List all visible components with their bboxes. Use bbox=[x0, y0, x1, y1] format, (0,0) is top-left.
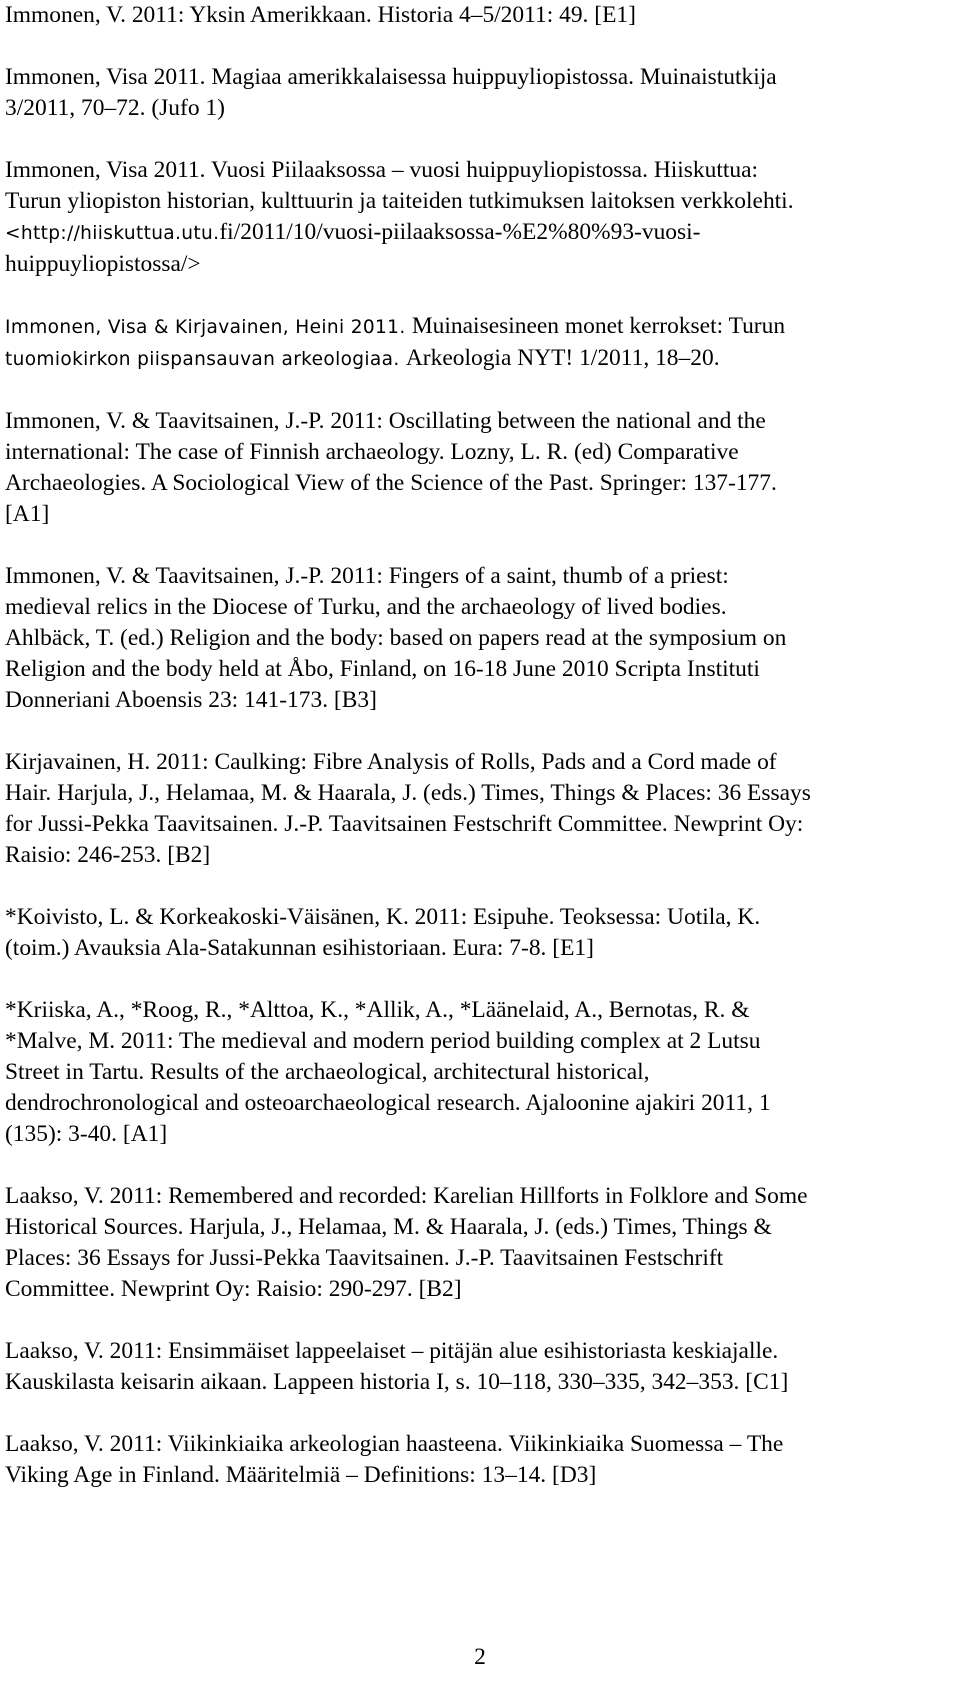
page-number: 2 bbox=[474, 1644, 486, 1670]
reference-line bbox=[5, 468, 953, 499]
reference-line bbox=[5, 1026, 953, 1057]
reference-line bbox=[5, 1057, 953, 1088]
reference-line bbox=[5, 747, 953, 778]
reference-text: Arkeologia NYT! 1/2011, 18–20. bbox=[405, 345, 720, 371]
reference-text: *Kriiska, A., *Roog, R., *Alttoa, K., *Allik, A., *Läänelaid, A., Bernotas, R. & bbox=[5, 997, 750, 1023]
reference-text: *Malve, M. 2011: The medieval and modern period building complex at 2 Lutsu bbox=[5, 1028, 761, 1054]
reference-line bbox=[5, 840, 953, 871]
reference-entry bbox=[5, 1181, 955, 1305]
reference-text: Kirjavainen, H. 2011: Caulking: Fibre Analysis of Rolls, Pads and a Cord made of bbox=[5, 749, 777, 775]
reference-text: tuomiokirkon piispansauvan arkeologiaa. bbox=[5, 349, 406, 370]
reference-text: (toim.) Avauksia Ala-Satakunnan esihistoriaan. Eura: 7-8. [E1] bbox=[5, 935, 594, 961]
reference-text: Historical Sources. Harjula, J., Helamaa, M. & Haarala, J. (eds.) Times, Things & bbox=[5, 1214, 772, 1240]
reference-entry bbox=[5, 561, 955, 716]
reference-text: Donneriani Aboensis 23: 141-173. [B3] bbox=[5, 687, 377, 713]
reference-text: Ahlbäck, T. (ed.) Religion and the body: based on papers read at the symposium on bbox=[5, 625, 787, 651]
reference-line bbox=[5, 186, 953, 217]
reference-line bbox=[5, 1181, 953, 1212]
reference-text: medieval relics in the Diocese of Turku, and the archaeology of lived bodies. bbox=[5, 594, 727, 620]
reference-text: Immonen, V. & Taavitsainen, J.-P. 2011: Oscillating between the national and the bbox=[5, 408, 766, 434]
reference-line bbox=[5, 654, 953, 685]
reference-line bbox=[5, 561, 953, 592]
reference-text: Street in Tartu. Results of the archaeological, architectural historical, bbox=[5, 1059, 650, 1085]
reference-text: Immonen, Visa 2011. Vuosi Piilaaksossa – vuosi huippuyliopistossa. Hiiskuttua: bbox=[5, 157, 759, 183]
reference-entry bbox=[5, 1336, 955, 1398]
reference-line bbox=[5, 217, 953, 249]
reference-entry bbox=[5, 747, 955, 871]
reference-line bbox=[5, 809, 953, 840]
reference-entry bbox=[5, 0, 955, 31]
reference-line bbox=[5, 93, 953, 124]
reference-line bbox=[5, 1212, 953, 1243]
reference-text: Laakso, V. 2011: Ensimmäiset lappeelaiset – pitäjän alue esihistoriasta keskiajalle. bbox=[5, 1338, 779, 1364]
reference-line bbox=[5, 311, 953, 343]
reference-entry bbox=[5, 902, 955, 964]
reference-text: international: The case of Finnish archaeology. Lozny, L. R. (ed) Comparative bbox=[5, 439, 739, 465]
reference-entry bbox=[5, 406, 955, 530]
reference-text: *Koivisto, L. & Korkeakoski-Väisänen, K. 2011: Esipuhe. Teoksessa: Uotila, K. bbox=[5, 904, 761, 930]
reference-line bbox=[5, 343, 953, 375]
reference-line bbox=[5, 437, 953, 468]
reference-text: Religion and the body held at Åbo, Finland, on 16-18 June 2010 Scripta Instituti bbox=[5, 656, 760, 682]
reference-text: Viking Age in Finland. Määritelmiä – Definitions: 13–14. [D3] bbox=[5, 1462, 597, 1488]
reference-line bbox=[5, 623, 953, 654]
reference-entry bbox=[5, 62, 955, 124]
reference-line bbox=[5, 995, 953, 1026]
reference-line bbox=[5, 592, 953, 623]
reference-text: Immonen, Visa & Kirjavainen, Heini 2011. bbox=[5, 317, 412, 338]
reference-text: Immonen, Visa 2011. Magiaa amerikkalaisessa huippuyliopistossa. Muinaistutkija bbox=[5, 64, 777, 90]
reference-text: Archaeologies. A Sociological View of the Science of the Past. Springer: 137-177. bbox=[5, 470, 777, 496]
reference-text: (135): 3-40. [A1] bbox=[5, 1121, 168, 1147]
reference-line bbox=[5, 778, 953, 809]
reference-list bbox=[5, 0, 955, 1522]
reference-text: dendrochronological and osteoarchaeological research. Ajaloonine ajakiri 2011, 1 bbox=[5, 1090, 771, 1116]
reference-text: Committee. Newprint Oy: Raisio: 290-297. [B2] bbox=[5, 1276, 462, 1302]
reference-text: Hair. Harjula, J., Helamaa, M. & Haarala, J. (eds.) Times, Things & Places: 36 Essays bbox=[5, 780, 811, 806]
reference-text: Immonen, V. & Taavitsainen, J.-P. 2011: Fingers of a saint, thumb of a priest: bbox=[5, 563, 729, 589]
reference-text: huippuyliopistossa/> bbox=[5, 251, 201, 277]
reference-line bbox=[5, 1243, 953, 1274]
reference-line bbox=[5, 499, 953, 530]
reference-text: Raisio: 246-253. [B2] bbox=[5, 842, 211, 868]
reference-line bbox=[5, 1460, 953, 1491]
reference-text: Immonen, V. 2011: Yksin Amerikkaan. Historia 4–5/2011: 49. [E1] bbox=[5, 2, 636, 28]
reference-text: Muinaisesineen monet kerrokset: Turun bbox=[411, 313, 786, 339]
reference-entry bbox=[5, 1429, 955, 1491]
reference-text: Laakso, V. 2011: Remembered and recorded: Karelian Hillforts in Folklore and Some bbox=[5, 1183, 808, 1209]
reference-line bbox=[5, 1367, 953, 1398]
reference-text: fi/2011/10/vuosi-piilaaksossa-%E2%80%93-vuosi- bbox=[219, 219, 701, 245]
reference-line bbox=[5, 1274, 953, 1305]
reference-entry bbox=[5, 155, 955, 280]
reference-text: Turun yliopiston historian, kulttuurin ja taiteiden tutkimuksen laitoksen verkkolehti. bbox=[5, 188, 794, 214]
reference-line bbox=[5, 1088, 953, 1119]
reference-line bbox=[5, 1336, 953, 1367]
reference-text: for Jussi-Pekka Taavitsainen. J.-P. Taavitsainen Festschrift Committee. Newprint Oy: bbox=[5, 811, 804, 837]
reference-entry bbox=[5, 311, 955, 375]
reference-text: [A1] bbox=[5, 501, 50, 527]
reference-text: 3/2011, 70–72. (Jufo 1) bbox=[5, 95, 225, 121]
reference-line bbox=[5, 933, 953, 964]
reference-line bbox=[5, 62, 953, 93]
reference-line bbox=[5, 249, 953, 280]
reference-text: <http://hiiskuttua.utu. bbox=[5, 223, 220, 244]
reference-text: Places: 36 Essays for Jussi-Pekka Taavitsainen. J.-P. Taavitsainen Festschrift bbox=[5, 1245, 724, 1271]
reference-line bbox=[5, 155, 953, 186]
reference-line bbox=[5, 1429, 953, 1460]
reference-text: Laakso, V. 2011: Viikinkiaika arkeologian haasteena. Viikinkiaika Suomessa – The bbox=[5, 1431, 784, 1457]
reference-line bbox=[5, 406, 953, 437]
reference-line bbox=[5, 1119, 953, 1150]
reference-line bbox=[5, 0, 953, 31]
reference-line bbox=[5, 902, 953, 933]
reference-line bbox=[5, 685, 953, 716]
reference-text: Kauskilasta keisarin aikaan. Lappeen historia I, s. 10–118, 330–335, 342–353. [C1] bbox=[5, 1369, 789, 1395]
reference-entry bbox=[5, 995, 955, 1150]
